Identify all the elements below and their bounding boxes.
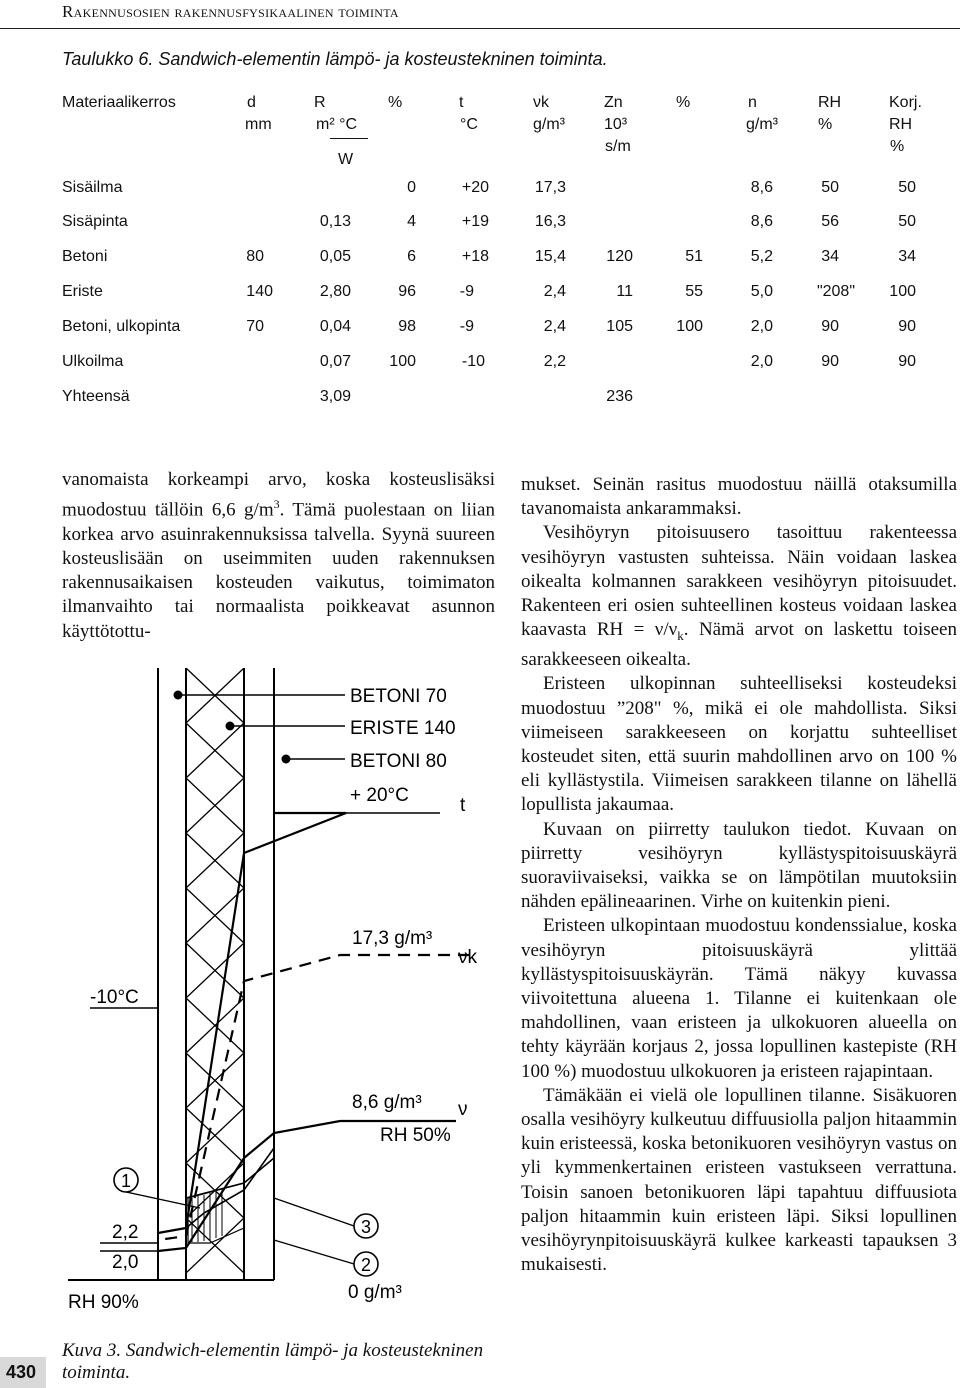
cell-r: 2,80	[319, 283, 351, 300]
th-d: d	[247, 94, 256, 111]
label-plus20: + 20°C	[350, 785, 409, 806]
th-rh: RH	[818, 94, 842, 111]
cell-r: 0,13	[319, 213, 351, 230]
cell-name: Sisäpinta	[62, 213, 128, 230]
cell-vk: 15,4	[534, 248, 566, 265]
cell-vk: 2,4	[543, 318, 566, 335]
th-zn-unit2: s/m	[605, 138, 631, 155]
cell-rh: 50	[821, 179, 839, 196]
cell-n: 5,0	[750, 283, 773, 300]
th-n-unit: g/m³	[746, 116, 778, 133]
th-pct1: %	[388, 94, 403, 111]
cell-p1: 6	[407, 248, 416, 265]
th-r-unit-top: m² °C	[316, 116, 358, 133]
cell-name: Sisäilma	[62, 179, 123, 196]
label-1: 1	[120, 1171, 132, 1191]
cell-p1: 0	[407, 179, 416, 196]
cell-rh: 34	[821, 248, 839, 265]
cell-korj: 50	[898, 213, 916, 230]
cell-rh: 56	[821, 213, 839, 230]
label-22: 2,2	[112, 1222, 139, 1243]
cell-name: Betoni	[62, 248, 108, 265]
cell-t: -10	[461, 353, 485, 370]
running-header: Rakennusosien rakennusfysikaalinen toiminta	[62, 2, 399, 21]
cell-t: +18	[461, 248, 489, 265]
label-minus10: -10°C	[90, 987, 139, 1008]
cell-korj: 90	[898, 353, 916, 370]
label-eriste140: ERISTE 140	[350, 718, 456, 739]
cell-name: Ulkoilma	[62, 353, 124, 370]
th-pct2: %	[676, 94, 691, 111]
cell-name: Yhteensä	[62, 388, 130, 405]
th-vk-unit: g/m³	[533, 116, 565, 133]
cell-p1: 98	[398, 318, 416, 335]
cell-vk: 16,3	[534, 213, 566, 230]
body-text-left	[62, 468, 495, 644]
cell-name: Betoni, ulkopinta	[62, 318, 181, 335]
cell-n: 2,0	[750, 353, 773, 370]
cell-t: +20	[461, 179, 489, 196]
cell-r: 0,05	[319, 248, 351, 265]
paragraph: Vesihöyryn pitoisuusero tasoittuu rakenteessa vesihöyryn vastusten suhteissa. Näin voidaan laskea oikealta kolmannen sarakkeen vesihöyryn pitoisuudet. Rakenteen eri osien suhteellinen kosteus voidaan laskea kaavasta RH = $\nu/\nu_k$. Nämä arvot on laskettu toiseen sarakkeeseen oikealta.	[521, 522, 957, 671]
label-betoni70: BETONI 70	[350, 686, 447, 707]
cell-t: +19	[461, 213, 489, 230]
cell-korj: 50	[898, 179, 916, 196]
cell-korj: 34	[898, 248, 916, 265]
cell-n: 2,0	[750, 318, 773, 335]
header-rule	[0, 28, 960, 29]
label-nu: ν	[458, 1099, 468, 1120]
cell-r: 0,07	[319, 353, 351, 370]
cell-p1: 96	[398, 283, 416, 300]
r-unit-fraction-line	[330, 138, 368, 139]
label-173: 17,3 g/m³	[352, 928, 433, 949]
cell-p2: 100	[676, 318, 703, 335]
sandwich-wall-diagram	[60, 668, 500, 1328]
cell-p2: 51	[685, 248, 703, 265]
page-number: 430	[6, 1362, 37, 1382]
saturation-line	[158, 955, 470, 1240]
th-t: t	[459, 94, 464, 111]
cell-r: 3,09	[319, 388, 351, 405]
body-text-right	[521, 473, 957, 1278]
cell-n: 8,6	[750, 179, 773, 196]
th-n: n	[748, 94, 757, 111]
cell-p1: 100	[389, 353, 416, 370]
cell-rh: 90	[821, 318, 839, 335]
cell-vk: 17,3	[534, 179, 566, 196]
cell-t: -9	[459, 283, 474, 300]
th-zn-unit1: 10³	[604, 116, 628, 133]
paragraph: Tämäkään ei vielä ole lopullinen tilanne. Sisäkuoren osalla vesihöyry kulkeutuu diffuusiolla paljon hitaammin kuin eristeessä, koska betonikuoren vesihöyryn vastus on yli kymmenkertainen eristeen vastukseen verrattuna. Toisin sanoen betonikuoren läpi tapahtuu diffuusiota paljon hitaammin kuin eristeen läpi. Siksi lopullinen vesihöyrynpitoisuuskäyrä kulkee karkeasti tapauksen 3 mukaisesti.	[521, 1084, 957, 1276]
th-korj-3: %	[890, 138, 905, 155]
th-t-unit: °C	[460, 116, 478, 133]
cell-p2: 55	[685, 283, 703, 300]
cell-vk: 2,4	[543, 283, 566, 300]
cell-rh: "208"	[816, 283, 855, 300]
label-3: 3	[360, 1217, 372, 1237]
label-0g: 0 g/m³	[348, 1282, 402, 1303]
paragraph: vanomaista korkeampi arvo, koska kosteuslisäksi muodostuu tällöin 6,6 $g/m^3$. Tämä puolestaan on liian korkea arvo asuinrakennuksissa talvella. Syynä suureen kosteuslisään on useimmiten uuden rakennuksen rakennusaikaisen kosteuden vaikutus, toimimaton ilmanvaihto tai normaalista poikkeavat asunnon käyttötottu-	[62, 469, 495, 642]
cell-t: -9	[459, 318, 474, 335]
cell-p1: 4	[407, 213, 416, 230]
label-betoni80: BETONI 80	[350, 751, 447, 772]
correction-curve-2	[186, 1148, 274, 1228]
cell-rh: 90	[821, 353, 839, 370]
cell-zn: 236	[606, 388, 633, 405]
insulation-hatching	[186, 668, 244, 1273]
paragraph: Eristeen ulkopintaan muodostuu kondenssialue, koska vesihöyryn pitoisuuskäyrä ylittää kyllästyspitoisuuskäyrän. Tämä näkyy kuvassa viivoitettuna alueena 1. Tilanne ei kuitenkaan ole mahdollinen, vaan eristeen ja ulkokuoren alueella on tehty käyrään korjaus 2, jossa lopullinen kastepiste (RH 100 %) muodostuu ulkokuoren ja eristeen rajapintaan.	[521, 915, 957, 1082]
cell-korj: 90	[898, 318, 916, 335]
th-korj-2: RH	[889, 116, 913, 133]
label-86: 8,6 g/m³	[352, 1092, 422, 1113]
th-vk: νk	[533, 94, 549, 111]
label-2: 2	[360, 1255, 372, 1275]
cell-korj: 100	[889, 283, 916, 300]
cell-zn: 105	[606, 318, 633, 335]
th-zn: Zn	[604, 94, 623, 111]
cell-zn: 120	[606, 248, 633, 265]
cell-name: Eriste	[62, 283, 103, 300]
cell-vk: 2,2	[543, 353, 566, 370]
cell-r: 0,04	[319, 318, 351, 335]
label-vk: νk	[458, 947, 477, 968]
paragraph: Kuvaan on piirretty taulukon tiedot. Kuvaan on piirretty vesihöyryn kyllästyspitoisuuskäyrä suoraviivaiseksi, vaikka se on lämpötilan muutoksiin nähden epälineaarinen. Virhe on kuitenkin pieni.	[521, 818, 957, 913]
label-20: 2,0	[112, 1252, 139, 1273]
figure-caption: Kuva 3. Sandwich-elementin lämpö- ja kosteustekninen toiminta.	[62, 1340, 484, 1383]
cell-n: 8,6	[750, 213, 773, 230]
cell-zn: 11	[616, 283, 633, 300]
cell-d: 80	[246, 248, 264, 265]
paragraph: Eristeen ulkopinnan suhteelliseksi kosteudeksi muodostuu ”208" %, mikä ei ole mahdollista. Siksi viimeiseen sarakkeeseen on korjattu suhteelliset kosteudet siten, että suurin mahdollinen arvo on 100 % eli kyllästystila. Viimeisen sarakkeen tilanne on lähellä lopullista jakaumaa.	[521, 673, 957, 816]
th-r-unit-bottom: W	[338, 151, 354, 168]
label-rh90: RH 90%	[68, 1292, 139, 1313]
cell-n: 5,2	[750, 248, 773, 265]
th-r: R	[314, 94, 326, 111]
cell-d: 70	[246, 318, 264, 335]
label-t: t	[460, 795, 466, 816]
cell-d: 140	[246, 283, 273, 300]
paragraph: mukset. Seinän rasitus muodostuu näillä otaksumilla tavanomaista ankarammaksi.	[521, 474, 957, 520]
th-korj: Korj.	[889, 94, 922, 111]
label-rh50: RH 50%	[380, 1125, 451, 1146]
th-d-unit: mm	[245, 116, 272, 133]
th-material: Materiaalikerros	[62, 94, 176, 111]
th-rh-unit: %	[818, 116, 833, 133]
table-caption: Taulukko 6. Sandwich-elementin lämpö- ja kosteustekninen toiminta.	[62, 49, 608, 69]
